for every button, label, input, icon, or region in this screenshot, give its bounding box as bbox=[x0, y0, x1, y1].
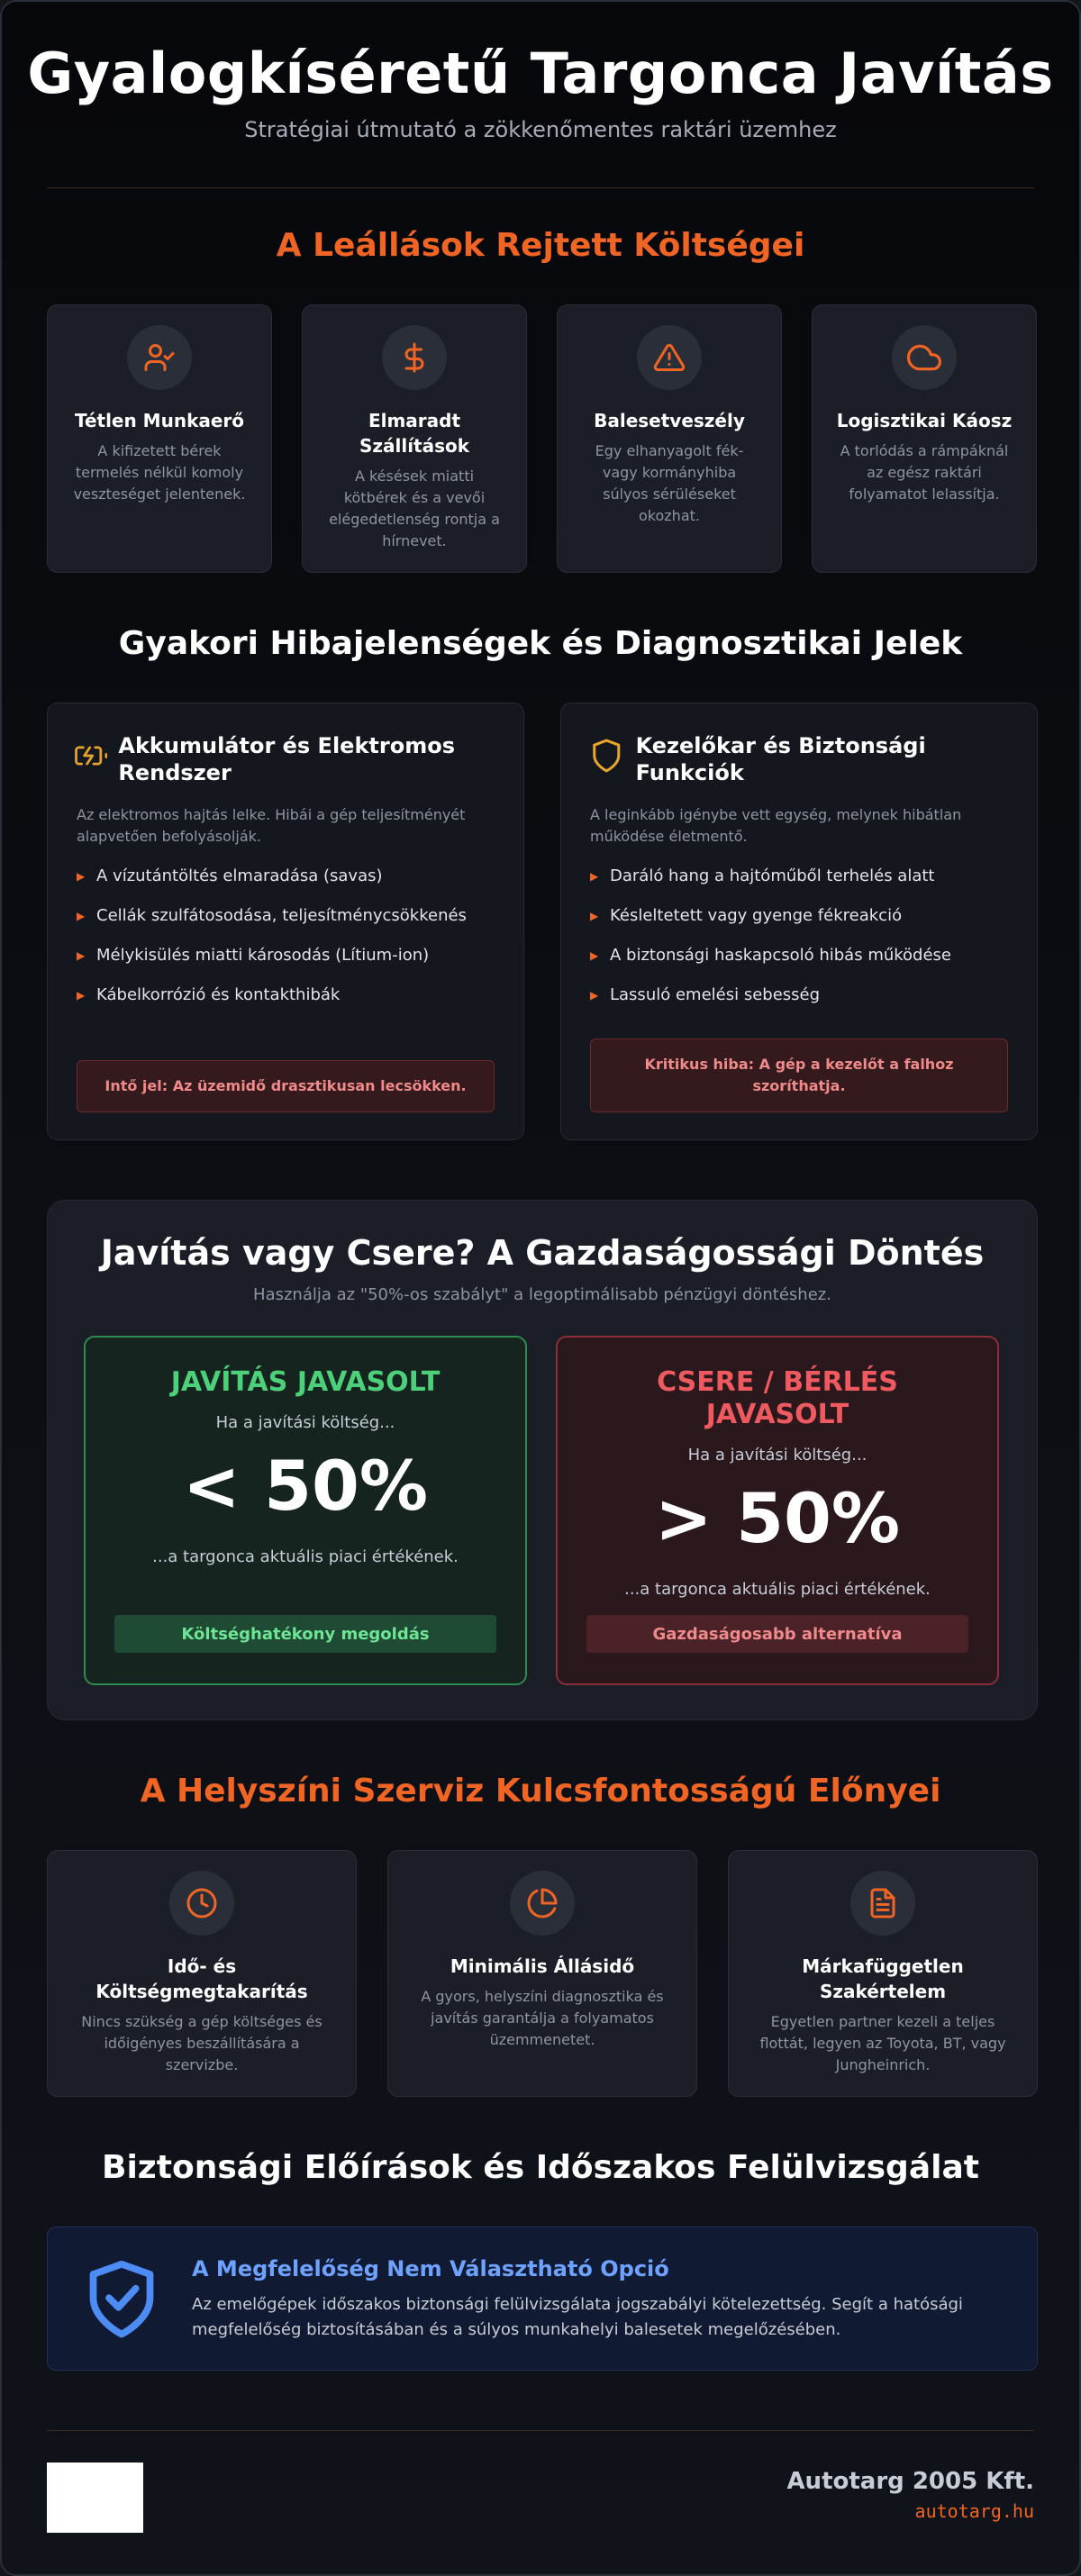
dollar-icon bbox=[382, 325, 447, 390]
company-website-link[interactable]: autotarg.hu bbox=[914, 2500, 1034, 2522]
replace-note: ...a targonca aktuális piaci értékének. bbox=[624, 1580, 931, 1599]
footer-divider bbox=[47, 2430, 1034, 2431]
header bbox=[2, 2, 1079, 142]
list-item: ▶ A vízutántöltés elmaradása (savas) bbox=[77, 866, 383, 885]
benefit-card-text: Egyetlen partner kezeli a teljes flottát, legyen az Toyota, BT, vagy Jungheinrich. bbox=[759, 2013, 1006, 2073]
cloud-icon bbox=[892, 325, 957, 390]
list-item: ▶ Kábelkorrózió és kontakthibák bbox=[77, 985, 341, 1004]
pie-chart-icon bbox=[510, 1871, 575, 1936]
bullet-icon: ▶ bbox=[77, 949, 86, 962]
safety-title: Biztonsági Előírások és Időszakos Felülvizsgálat bbox=[102, 2149, 979, 2186]
repair-lead: Ha a javítási költség... bbox=[215, 1413, 395, 1432]
divider bbox=[47, 187, 1034, 188]
bullet-icon: ▶ bbox=[77, 870, 86, 883]
list-item: ▶ Cellák szulfátosodása, teljesítménycsökkenés bbox=[77, 906, 467, 925]
costs-title: A Leállások Rejtett Költségei bbox=[276, 227, 805, 264]
handle-panel bbox=[560, 703, 1038, 1140]
cost-card-title: Tétlen Munkaerő bbox=[74, 410, 245, 431]
compliance-heading: A Megfelelőség Nem Választható Opció bbox=[192, 2256, 669, 2281]
company-name: Autotarg 2005 Kft. bbox=[786, 2468, 1034, 2495]
bullet-icon: ▶ bbox=[590, 870, 599, 883]
faults-title: Gyakori Hibajelenségek és Diagnosztikai Jelek bbox=[118, 625, 963, 662]
cost-card-accident-risk bbox=[557, 304, 782, 573]
panel-title: Kezelőkar és Biztonsági Funkciók bbox=[635, 733, 926, 785]
repair-box bbox=[84, 1336, 527, 1685]
benefit-card-downtime bbox=[387, 1850, 697, 2097]
panel-description: Az elektromos hajtás lelke. Hibái a gép teljesítményét alapvetően befolyásolják. bbox=[77, 806, 466, 845]
list-item: ▶ Daráló hang a hajtóműből terhelés alatt bbox=[590, 866, 935, 885]
decision-section bbox=[47, 1200, 1038, 1720]
clock-icon bbox=[169, 1871, 234, 1936]
cost-card-text: Egy elhanyagolt fék- vagy kormányhiba súlyos sérüléseket okozhat. bbox=[595, 442, 744, 524]
shield-check-icon bbox=[84, 2258, 159, 2341]
list-item: ▶ Késleltetett vagy gyenge fékreakció bbox=[590, 906, 903, 925]
benefit-card-time-cost bbox=[47, 1850, 357, 2097]
bullet-icon: ▶ bbox=[590, 910, 599, 922]
cost-card-idle-workforce bbox=[47, 304, 272, 573]
bullet-icon: ▶ bbox=[590, 949, 599, 962]
bullet-icon: ▶ bbox=[590, 989, 599, 1002]
benefit-card-text: Nincs szükség a gép költséges és időigényes beszállítására a szervizbe. bbox=[81, 2013, 322, 2073]
panel-title: Akkumulátor és Elektromos Rendszer bbox=[118, 733, 455, 785]
symptom-list bbox=[590, 866, 1008, 1006]
cost-card-title: Balesetveszély bbox=[594, 410, 745, 431]
cost-card-missed-deliveries bbox=[302, 304, 527, 573]
battery-panel bbox=[47, 703, 524, 1140]
benefit-card-text: A gyors, helyszíni diagnosztika és javítás garantálja a folyamatos üzemmenetet. bbox=[421, 1988, 664, 2048]
warning-icon bbox=[637, 325, 702, 390]
list-item: ▶ Mélykisülés miatti károsodás (Lítium-ion) bbox=[77, 946, 430, 965]
cost-card-text: A kifizetett bérek termelés nélkül komoly veszteséget jelentenek. bbox=[73, 442, 246, 503]
replace-lead: Ha a javítási költség... bbox=[687, 1446, 868, 1465]
benefit-card-expertise bbox=[728, 1850, 1038, 2097]
panel-description: A leginkább igénybe vett egység, melynek hibátlan működése életmentő. bbox=[590, 806, 962, 845]
bullet-icon: ▶ bbox=[77, 910, 86, 922]
list-item: ▶ Lassuló emelési sebesség bbox=[590, 985, 821, 1004]
bullet-icon: ▶ bbox=[77, 989, 86, 1002]
battery-charging-icon bbox=[75, 736, 107, 776]
shield-icon bbox=[588, 736, 625, 776]
cost-card-logistics-chaos bbox=[812, 304, 1037, 573]
symptom-list bbox=[77, 866, 495, 1006]
repair-title: JAVÍTÁS JAVASOLT bbox=[170, 1366, 441, 1398]
list-item: ▶ A biztonsági haskapcsoló hibás működése bbox=[590, 946, 952, 965]
warning-badge: Intő jel: Az üzemidő drasztikusan lecsökken. bbox=[77, 1060, 495, 1112]
page-subtitle: Stratégiai útmutató a zökkenőmentes raktári üzemhez bbox=[244, 117, 837, 142]
document-icon bbox=[850, 1871, 915, 1936]
cost-card-text: A torlódás a rámpáknál az egész raktári folyamatot lelassítja. bbox=[840, 442, 1009, 503]
replace-title: CSERE / BÉRLÉS JAVASOLT bbox=[657, 1366, 898, 1430]
cost-card-text: A késések miatti kötbérek és a vevői elégedetlenség rontja a hírnevet. bbox=[329, 467, 500, 549]
page-title: Gyalogkíséretű Targonca Javítás bbox=[27, 41, 1054, 106]
company-logo bbox=[47, 2463, 143, 2533]
replace-box bbox=[556, 1336, 999, 1685]
replace-threshold: > 50% bbox=[654, 1478, 901, 1558]
decision-title: Javítás vagy Csere? A Gazdaságossági Döntés bbox=[100, 1233, 985, 1273]
cost-card-title: Elmaradt Szállítások bbox=[359, 410, 470, 457]
repair-note: ...a targonca aktuális piaci értékének. bbox=[152, 1547, 459, 1566]
critical-badge: Kritikus hiba: A gép a kezelőt a falhoz szoríthatja. bbox=[590, 1039, 1008, 1112]
compliance-text: Az emelőgépek időszakos biztonsági felülvizsgálata jogszabályi kötelezettség. Segít a hatósági megfelelőség biztosításában és a súlyos munkahelyi balesetek megelőzésében. bbox=[192, 2295, 963, 2339]
benefit-card-title: Idő- és Költségmegtakarítás bbox=[95, 1955, 308, 2002]
benefits-title: A Helyszíni Szerviz Kulcsfontosságú Előnyei bbox=[140, 1773, 941, 1810]
repair-threshold: < 50% bbox=[182, 1446, 429, 1526]
benefit-card-title: Minimális Állásidő bbox=[450, 1955, 635, 1977]
compliance-box bbox=[47, 2227, 1038, 2371]
cost-card-title: Logisztikai Káosz bbox=[836, 410, 1013, 431]
user-check-icon bbox=[127, 325, 192, 390]
repair-tag: Költséghatékony megoldás bbox=[114, 1615, 496, 1653]
decision-subtitle: Használja az "50%-os szabályt" a legoptimálisabb pénzügyi döntéshez. bbox=[253, 1285, 831, 1304]
benefit-card-title: Márkafüggetlen Szakértelem bbox=[802, 1955, 964, 2002]
replace-tag: Gazdaságosabb alternatíva bbox=[586, 1615, 968, 1653]
